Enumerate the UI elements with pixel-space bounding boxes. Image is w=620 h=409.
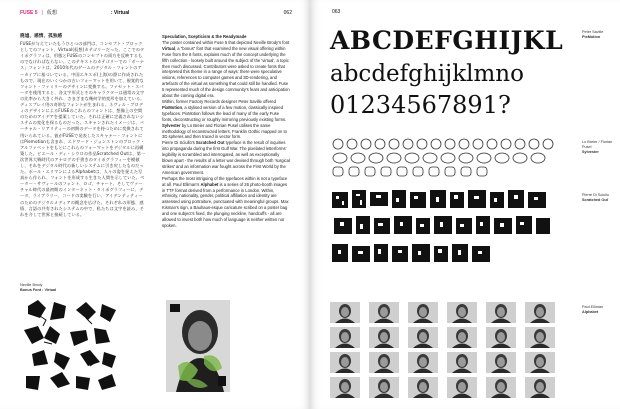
page-number-right: 063 [332,9,341,15]
en-bold-virtual: Virtual [162,45,175,51]
scratched-caption-label: Pierre Di Sciullo [582,193,610,197]
en-body-4: by Lo Breier and Florian Pusel utilises the same methodology of reconstructed letters, Franklin Gothic mapped on to 3D spheres and then traced in vector form. Pierre Di Sciullo's [162,122,287,146]
specimen-uppercase: ABCDEFGHIJKL [330,26,564,55]
en-bold-alphabet: Alphabet [200,181,219,187]
sylvester-glyph-band [330,136,556,178]
poster-portrait-image [148,296,248,396]
pixmotion-caption-value: PixMotion [582,35,601,39]
header-separator: | [41,9,43,16]
alphabet-caption-label: Paul Elliman [582,305,604,309]
en-body-1: The poster contained within Fuse 5 that depicted Neville Brody's font [162,39,290,45]
en-bold-pixmotion: PixMotion [162,104,183,110]
sylvester-caption [582,140,618,155]
en-bold-sylvester: Sylvester [162,122,181,128]
jp-column-title: 廃墟、感情、孤独感 [20,34,63,39]
en-body-2: , a "bonus" font that examined the new visual offering within Fuse from the 8 fonts, explains much of the concept underlying the fifth collection - loosely built around the subject of the 'virtual', a topic then much discussed. Contributors were asked to create fonts that interpreted this theme in a range of ways: there were speculative visions, references to computer games and 3D-rendering, and artefacts of the virtual as something that could still be handled. Fuse 5 represented much of the design community's fears and anticipation about the coming digital era. Within, former Factory Records designer Peter Saville offered [162,45,290,104]
section-title: : Virtual [110,9,130,16]
alphabet-photo-grid [330,302,556,400]
specimen-digits: 01234567891? [330,91,511,119]
specimen-lowercase: abcdefghijklmno [330,61,524,87]
running-header [20,9,292,16]
scratched-caption [582,193,618,203]
pixmotion-caption-label: Peter Saville [582,30,604,34]
en-body-3: , a stylised version of a few motion, classically inspired typefaces. PixMotion follows the lead of many of the early Fuse fonts, deconstructing or roughly mirroring previously existing forms. [162,104,287,122]
poster-caption [20,283,100,293]
sylvester-caption-label: Lo Breier / Florian Pusel [582,140,613,149]
poster-caption-label: Neville Brody [20,283,43,287]
en-body-5: typeface is the result of inquiries into propaganda during the first Gulf War. The pixelated letterforms' legibility is scrambled and interrogated, as well as exceptionally blown apart - the results of a letter war devised through both 'surgical strikes' and an information war fought across the First World by the American government. Perhaps the most intriguing of the typefaces within is not a typeface at all. Paul Elliman's [162,140,290,187]
alphabet-caption [582,305,618,315]
right-page [310,0,620,409]
en-bold-scratched: Scratched Out [195,140,225,146]
english-text-column [162,34,290,229]
poster-caption-value: Bonus Font : Virtual [20,288,57,292]
jp-column-body: FUSEが与えていたもうひとつの部門は、コンセプト・ブロックとしてのフォント、Virtual(仮想)カテゴリーだった。ここでのタイポグラフィは、形態とFUSEのコンセプトの両方を反映するものでなければならない。このテキストのカテゴリーでの「ボーナス」フォントは、2010年代のゲームのデジタル・フォントのアーカイブに基づいている。中国エキスポ(上海)の際に作成されたもので、現在のいくつかの古いフォーマットを用いて、視覚的なフォント・ファミリーのデザインに変換する。ファセット・スパーダを使用すると、各文字形式とそのキャラクターは通常の文字の比率から大きく外れ、さまざまな幾何学的変形を加えている。ディスプレイ用の奇妙なフォントが生まれる。ネヴィル・ブロディのデザインによるFUSEのこれらのフォントは、想像上の空間のためのアイデアを提案していた。それは正確に定義されないシステムの変化を探るものだった。スキャンされたイメージは、バーチャル・リアリティーの初期のデータを持つために変換されて用いられている。彼がFUSEで発表したスキャナー・フォントにはPiemotionも含まれ、エドワード・ジョンストンのブロック・アルファベットをもとにこれらのフォーマットをデジタルに再構築した。ピエール・ディ・シウロの作品Scratched Outは、第一次世界大戦時代のアナログの手書きのタイポグラフィーを模倣し、それをデジタル時代の新しいシステムに引き戻したものだった。ポール・エリマンによるAlphabetは、人々の姿を捉えた写真から作られ、フォントを形成する生きた人間を示していた。ペーター・サヴィールのフォント、ロゴ、チャート、そしてヴァーチャル時代の最初期のインターネット・タイポグラフィーに、データ、ライブラリー、コードの実験を行い、アイデンティティーのためのデジタルメディアの概念を広げた。それぞれの形態、感情、言語の共有されたシステムの中で、私たちは文字を読み、それを介して世界と接続している。 [20,41,146,217]
en-column-title: Speculation, Scepticism & the Readymade [162,34,247,39]
brand-label: FUSE 5 [20,9,38,16]
scratched-caption-value: Scratched Out [582,198,608,202]
virtual-glyph-poster [20,296,125,396]
alphabet-caption-value: Alphabet [582,310,599,314]
scratched-out-glyph-band [330,188,556,276]
en-body-6: is a series of 26 photo-booth images in TTF format derived from a performance in London. Within, ethnicity, nationality, gender, political affiliation and identity are assessed using portraiture, punctuated with meaningful groups. Max Kisman's sign, a Bauhaus-esque caricature scribed on a poster bag and one subject's fixed, the plunging neckline, handcuffs - all are allowed to invest both how much of language is neither written nor spoken. [162,181,289,228]
section-jp: 仮想 [46,10,57,16]
pixmotion-caption [582,30,618,40]
page-number-left: 062 [283,9,292,16]
japanese-text-column [20,34,146,218]
sylvester-caption-value: Sylvester [582,150,599,154]
